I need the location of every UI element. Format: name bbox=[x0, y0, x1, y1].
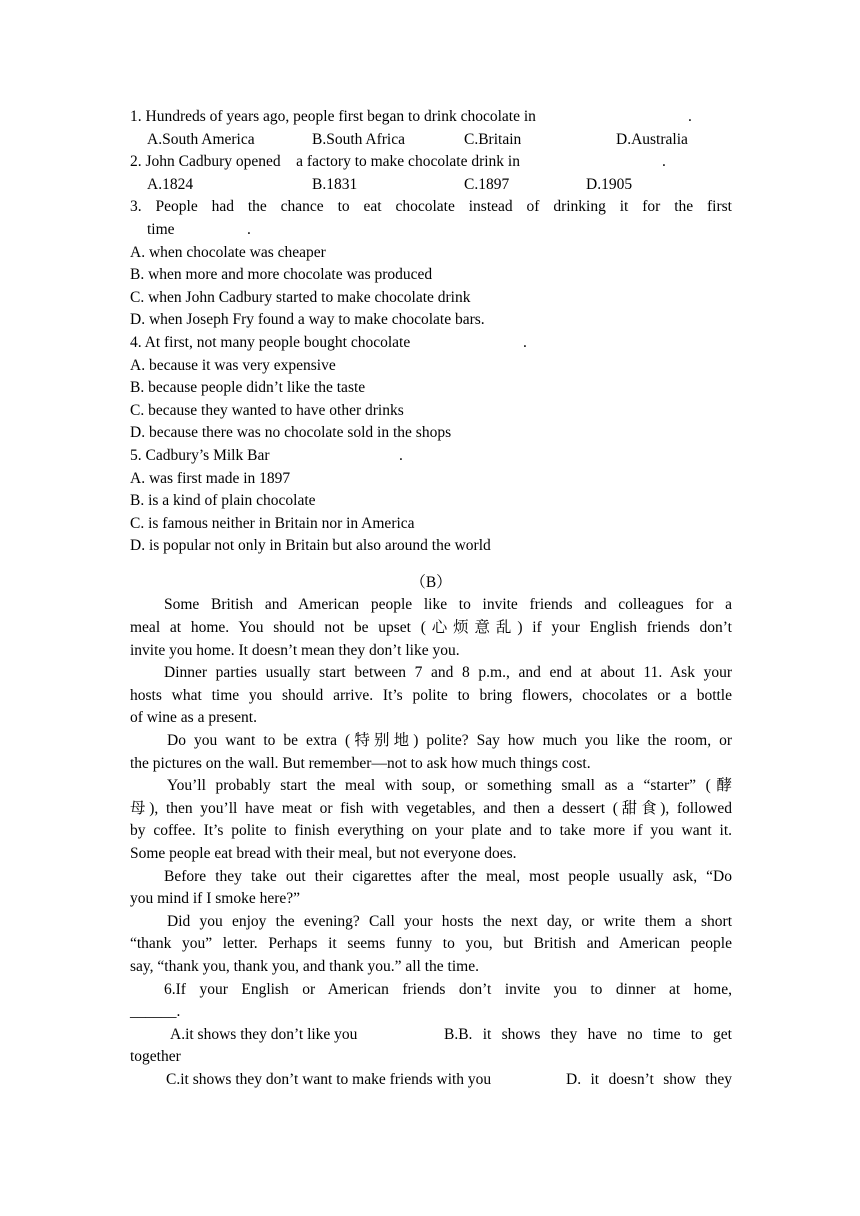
question-4-stem bbox=[130, 332, 732, 355]
question-6-stem: 6.If your English or American friends don’t invite you to dinner at home, bbox=[164, 980, 732, 998]
passage-line: “thank you” letter. Perhaps it seems funny to you, but British and American people bbox=[130, 935, 732, 953]
option-a: A. was first made in 1897 bbox=[130, 469, 291, 487]
option-b-cont: together bbox=[130, 1048, 181, 1066]
option-b: B. because people didn’t like the taste bbox=[130, 379, 366, 397]
option-a: A.South America bbox=[147, 130, 255, 148]
option-d: D. it doesn’t show they bbox=[566, 1070, 732, 1088]
passage-line: Dinner parties usually start between 7 and 8 p.m., and end at about 11. Ask your bbox=[164, 664, 732, 682]
option-d: D.1905 bbox=[586, 175, 633, 193]
option-c: C.it shows they don’t want to make friends with you bbox=[166, 1070, 492, 1088]
option-c: C.Britain bbox=[464, 130, 522, 148]
passage-line: hosts what time you should arrive. It’s polite to bring flowers, chocolates or a bottle bbox=[130, 686, 732, 704]
passage-line: invite you home. It doesn’t mean they don’t like you. bbox=[130, 641, 460, 659]
option-a: A. when chocolate was cheaper bbox=[130, 243, 326, 261]
option-b: B.South Africa bbox=[312, 130, 405, 148]
option-c: C. when John Cadbury started to make chocolate drink bbox=[130, 288, 471, 306]
question-stem-text: 5. Cadbury’s Milk Bar bbox=[130, 446, 270, 464]
option-b: B. when more and more chocolate was produced bbox=[130, 266, 433, 284]
option-a: A. because it was very expensive bbox=[130, 356, 336, 374]
question-2-stem bbox=[130, 151, 732, 174]
option-d: D. when Joseph Fry found a way to make chocolate bars. bbox=[130, 311, 485, 329]
option-c: C. because they wanted to have other drinks bbox=[130, 401, 404, 419]
option-c: C.1897 bbox=[464, 175, 510, 193]
question-3-stem-cont bbox=[130, 219, 732, 242]
question-stem-text: 3. People had the chance to eat chocolate instead of drinking it for the first bbox=[130, 198, 732, 216]
option-a: A.it shows they don’t like you bbox=[170, 1025, 358, 1043]
question-stem-text: 1. Hundreds of years ago, people first began to drink chocolate in bbox=[130, 108, 536, 125]
option-d: D. because there was no chocolate sold in the shops bbox=[130, 424, 452, 442]
option-c: C. is famous neither in Britain nor in America bbox=[130, 514, 415, 532]
question-3-stem bbox=[130, 196, 732, 219]
option-d: D.Australia bbox=[616, 130, 688, 148]
question-stem-text: time bbox=[147, 220, 175, 238]
passage-line: meal at home. You should not be upset (心烦意乱) if your English friends don’t bbox=[130, 619, 732, 637]
passage-line: by coffee. It’s polite to finish everything on your plate and to take more if you want it. bbox=[130, 822, 732, 840]
passage-line: You’ll probably start the meal with soup, or something small as a “starter” (酵 bbox=[167, 777, 732, 795]
passage-line: Some British and American people like to invite friends and colleagues for a bbox=[164, 596, 732, 614]
blank-end: . bbox=[523, 333, 527, 351]
passage-line: the pictures on the wall. But remember—not to ask how much things cost. bbox=[130, 754, 591, 772]
blank-end: . bbox=[399, 446, 403, 464]
question-2-options bbox=[130, 174, 732, 197]
question-5-stem bbox=[130, 445, 732, 468]
option-b: B.B. it shows they have no time to get bbox=[444, 1025, 732, 1043]
question-1-stem bbox=[130, 106, 732, 129]
passage-line: Before they take out their cigarettes after the meal, most people usually ask, “Do bbox=[164, 867, 732, 885]
option-b: B.1831 bbox=[312, 175, 358, 193]
question-stem-text: 2. John Cadbury opened a factory to make chocolate drink in bbox=[130, 153, 520, 171]
question-6-blank: ______. bbox=[130, 1003, 181, 1021]
option-b: B. is a kind of plain chocolate bbox=[130, 492, 316, 510]
option-d: D. is popular not only in Britain but also around the world bbox=[130, 537, 491, 555]
question-6-options-ab bbox=[130, 1024, 732, 1047]
option-a: A.1824 bbox=[147, 175, 194, 193]
passage-line: 母), then you’ll have meat or fish with vegetables, and then a dessert (甜食), followed bbox=[130, 799, 732, 817]
passage-line: Did you enjoy the evening? Call your hosts the next day, or write them a short bbox=[167, 912, 732, 930]
passage-line: of wine as a present. bbox=[130, 709, 257, 727]
blank-end: . bbox=[247, 220, 251, 238]
question-1-options bbox=[130, 129, 732, 152]
passage-line: say, “thank you, thank you, and thank you.” all the time. bbox=[130, 957, 479, 975]
question-6-options-cd bbox=[130, 1069, 732, 1092]
spacer bbox=[130, 558, 732, 572]
blank-end: . bbox=[688, 108, 692, 125]
section-heading: （B） bbox=[410, 573, 452, 591]
question-stem-text: 4. At first, not many people bought chocolate bbox=[130, 333, 411, 351]
passage-line: you mind if I smoke here?” bbox=[130, 890, 301, 908]
document-page bbox=[130, 106, 732, 1092]
blank-end: . bbox=[662, 153, 666, 171]
passage-line: Some people eat bread with their meal, but not everyone does. bbox=[130, 845, 517, 862]
passage-line: Do you want to be extra (特别地) polite? Say how much you like the room, or bbox=[167, 732, 732, 750]
